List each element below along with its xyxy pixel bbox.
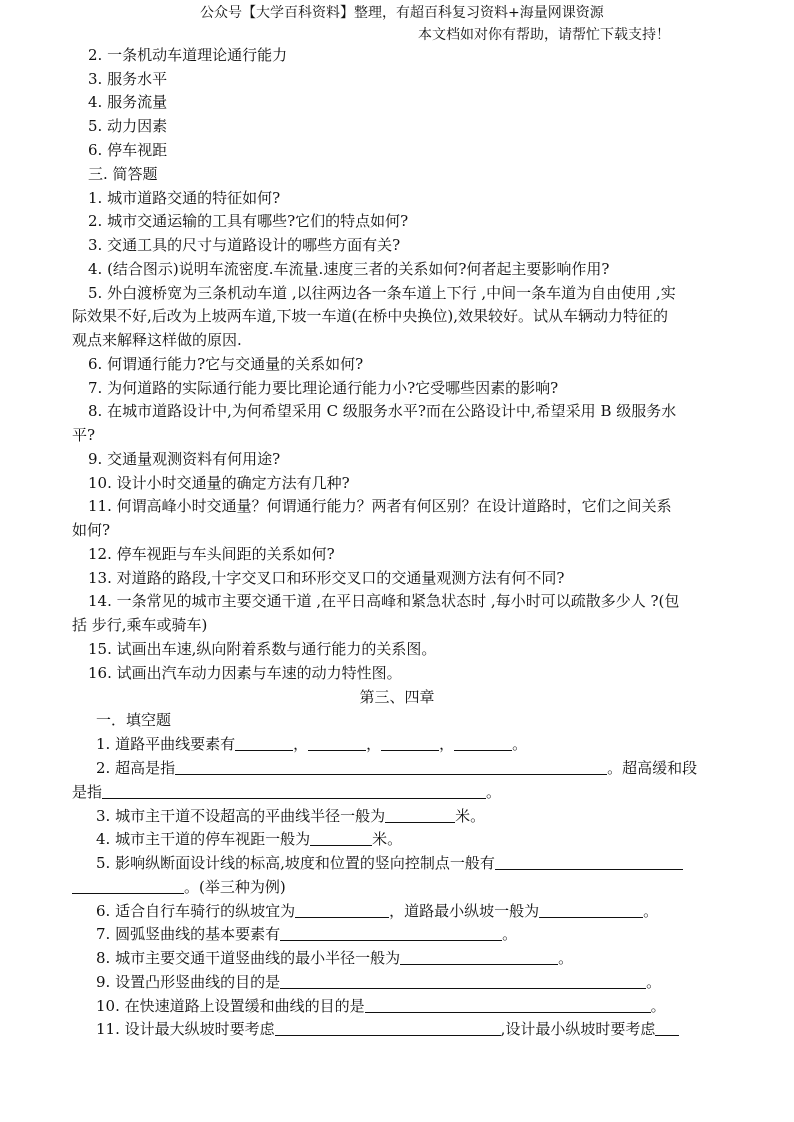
question: 14. 一条常见的城市主要交通干道 ,在平日高峰和紧急状态时 ,每小时可以疏散多少人 ?(包	[88, 592, 680, 610]
period: 。	[643, 902, 659, 920]
fill-question	[96, 1019, 679, 1039]
question-cont: 平?	[72, 426, 96, 444]
fill-question-text: 2. 超高是指	[96, 759, 176, 777]
question: 10. 设计小时交通量的确定方法有几种?	[88, 474, 350, 492]
period: 。	[650, 997, 666, 1015]
answer-blank[interactable]	[365, 998, 651, 1013]
period: 。	[184, 878, 200, 896]
fill-question-text: 8. 城市主要交通干道竖曲线的最小半径一般为	[96, 949, 401, 967]
answer-blank[interactable]	[381, 736, 439, 751]
comma: ，	[293, 735, 309, 753]
answer-blank[interactable]	[308, 736, 366, 751]
question: 9. 交通量观测资料有何用途?	[88, 450, 281, 468]
answer-blank[interactable]	[495, 855, 683, 870]
question-cont: 如何?	[72, 521, 111, 539]
answer-blank[interactable]	[235, 736, 293, 751]
header-line-1: 公众号【大学百科资料】整理，有超百科复习资料+海量网课资源	[200, 5, 604, 21]
question-cont: 括 步行,乘车或骑车)	[72, 616, 208, 634]
question-cont: 际效果不好,后改为上坡两车道,下坡一车道(在桥中央换位),效果较好。试从车辆动力特征的	[72, 307, 669, 325]
question: 8. 在城市道路设计中,为何希望采用 C 级服务水平?而在公路设计中,希望采用 B 级服务水	[88, 402, 677, 420]
fill-question-text: 1. 道路平曲线要素有	[96, 735, 236, 753]
fill-question-text: ，道路最小纵坡一般为	[389, 902, 540, 920]
term-item: 4. 服务流量	[88, 93, 168, 111]
question: 4. (结合图示)说明车流密度.车流量.速度三者的关系如何?何者起主要影响作用?	[88, 260, 610, 278]
period: 。	[607, 759, 623, 777]
comma: ，	[439, 735, 455, 753]
fill-question-text: 9. 设置凸形竖曲线的目的是	[96, 973, 281, 991]
question: 5. 外白渡桥宽为三条机动车道 ,以往两边各一条车道上下行 ,中间一条车道为自由使用 ,实	[88, 284, 676, 302]
chapter-title: 第三、四章	[359, 688, 435, 706]
answer-blank[interactable]	[72, 879, 184, 894]
question: 7. 为何道路的实际通行能力要比理论通行能力小?它受哪些因素的影响?	[88, 379, 559, 397]
fill-question-cont	[72, 782, 501, 802]
question: 3. 交通工具的尺寸与道路设计的哪些方面有关?	[88, 236, 401, 254]
fill-question	[96, 829, 402, 849]
term-item: 2. 一条机动车道理论通行能力	[88, 46, 288, 64]
fill-question-text: 6. 适合自行车骑行的纵坡宜为	[96, 902, 296, 920]
fill-question	[96, 806, 485, 826]
fill-question	[96, 901, 658, 921]
term-item: 6. 停车视距	[88, 141, 168, 159]
fill-question-text: 11. 设计最大纵坡时要考虑	[96, 1020, 275, 1038]
period: 。	[646, 973, 662, 991]
section-heading: 一．填空题	[96, 711, 172, 729]
question: 15. 试画出车速,纵向附着系数与通行能力的关系图。	[88, 640, 437, 658]
period: 。	[486, 783, 502, 801]
header-line-2: 本文档如对你有帮助，请帮忙下载支持！	[418, 27, 670, 43]
fill-question-cont	[72, 877, 286, 897]
fill-question	[96, 758, 697, 778]
period: 。	[512, 735, 528, 753]
answer-blank[interactable]	[454, 736, 512, 751]
fill-question-text: 7. 圆弧竖曲线的基本要素有	[96, 925, 281, 943]
answer-blank[interactable]	[400, 950, 558, 965]
fill-question-text: (举三种为例)	[199, 878, 286, 896]
fill-question	[96, 924, 517, 944]
question: 1. 城市道路交通的特征如何?	[88, 189, 281, 207]
question: 12. 停车视距与车头间距的关系如何?	[88, 545, 335, 563]
question-cont: 观点来解释这样做的原因.	[72, 331, 242, 349]
question: 2. 城市交通运输的工具有哪些?它们的特点如何?	[88, 212, 409, 230]
period: 。	[502, 925, 518, 943]
answer-blank[interactable]	[175, 760, 607, 775]
fill-question-text: 是指	[72, 783, 103, 801]
term-item: 5. 动力因素	[88, 117, 168, 135]
fill-question-text: 5. 影响纵断面设计线的标高,坡度和位置的竖向控制点一般有	[96, 854, 495, 872]
unit: 米。	[372, 830, 403, 848]
answer-blank[interactable]	[102, 784, 486, 799]
comma: ，	[366, 735, 382, 753]
fill-question	[96, 948, 573, 968]
answer-blank[interactable]	[295, 903, 389, 918]
question: 11. 何谓高峰小时交通量？何谓通行能力？两者有何区别？在设计道路时，它们之间关系	[88, 497, 672, 515]
answer-blank[interactable]	[280, 926, 502, 941]
fill-question-text: 超高缓和段	[622, 759, 698, 777]
section-heading: 三. 简答题	[88, 165, 158, 183]
term-item: 3. 服务水平	[88, 70, 168, 88]
fill-question-text: 3. 城市主干道不设超高的平曲线半径一般为	[96, 807, 386, 825]
fill-question-text: 10. 在快速道路上设置缓和曲线的目的是	[96, 997, 365, 1015]
answer-blank[interactable]	[310, 831, 372, 846]
answer-blank[interactable]	[275, 1021, 501, 1036]
answer-blank[interactable]	[539, 903, 643, 918]
unit: 米。	[455, 807, 486, 825]
answer-blank[interactable]	[280, 974, 646, 989]
fill-question	[96, 853, 683, 873]
fill-question-text: ,设计最小纵坡时要考虑	[500, 1020, 656, 1038]
period: 。	[558, 949, 574, 967]
fill-question	[96, 734, 527, 754]
answer-blank[interactable]	[385, 808, 455, 823]
question: 13. 对道路的路段,十字交叉口和环形交叉口的交通量观测方法有何不同?	[88, 569, 565, 587]
fill-question-text: 4. 城市主干道的停车视距一般为	[96, 830, 311, 848]
question: 6. 何谓通行能力?它与交通量的关系如何?	[88, 355, 364, 373]
answer-blank[interactable]	[655, 1021, 679, 1036]
question: 16. 试画出汽车动力因素与车速的动力特性图。	[88, 664, 402, 682]
fill-question	[96, 996, 666, 1016]
fill-question	[96, 972, 661, 992]
